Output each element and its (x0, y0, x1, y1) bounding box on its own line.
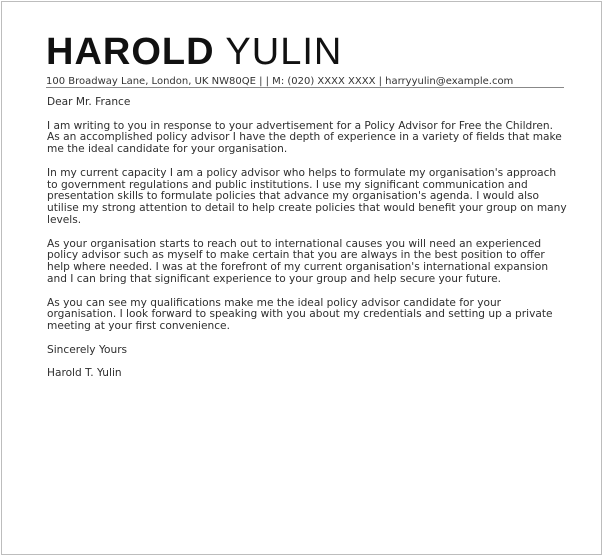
sender-last-name: YULIN (225, 31, 343, 73)
letter-page (1, 1, 602, 555)
body-paragraph-4: As you can see my qualifications make me the ideal policy advisor candidate for your organisation. I look forward to speaking with you about my credentials and setting up a private meeting at your first convenience. (47, 296, 553, 333)
signature-name: Harold T. Yulin (47, 367, 122, 380)
letter-body (47, 97, 567, 392)
sender-first-name: HAROLD (46, 31, 215, 73)
sender-name (46, 32, 566, 72)
body-paragraph-2: In my current capacity I am a policy advisor who helps to formulate my organisation's approach to government regulations and public institutions. I use my significant communication and presentation skills to formulate policies that advance my organisation's agenda. I would also utilise my strong attention to detail to help create policies that would benefit your group on many levels. (47, 166, 567, 226)
header-divider (46, 87, 564, 88)
closing: Sincerely Yours (47, 343, 128, 356)
sender-contact-line: 100 Broadway Lane, London, UK NW80QE | | M: (020) XXXX XXXX | harryyulin@example.com (46, 76, 514, 87)
body-paragraph-1: I am writing to you in response to your advertisement for a Policy Advisor for Free the Children. As an accomplished policy advisor I have the depth of experience in a variety of fields that make me the ideal candidate for your organisation. (47, 119, 562, 156)
body-paragraph-3: As your organisation starts to reach out to international causes you will need an experienced policy advisor such as myself to make certain that you are always in the best position to offer help where needed. I was at the forefront of my current organisation's international expansion and I can bring that significant experience to your group and help secure your future. (47, 237, 549, 285)
salutation: Dear Mr. France (47, 96, 131, 108)
letter-header (46, 32, 566, 88)
